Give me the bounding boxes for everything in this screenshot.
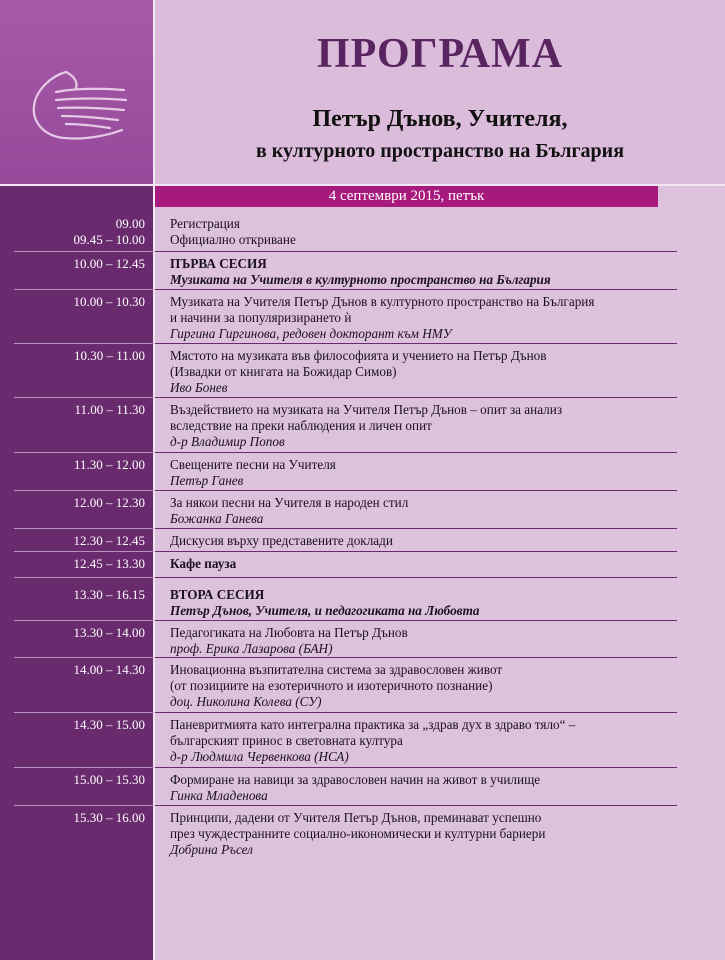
row-separator (155, 397, 677, 398)
schedule-time: 12.45 – 13.30 (73, 556, 145, 571)
schedule-text: За някои песни на Учителя в народен стил (170, 495, 409, 510)
time-separator (14, 251, 154, 252)
time-separator (14, 289, 154, 290)
schedule-time: 11.00 – 11.30 (74, 402, 145, 417)
row-separator (155, 712, 677, 713)
schedule-time: 12.30 – 12.45 (73, 533, 145, 548)
speaker-name: д-р Владимир Попов (170, 434, 285, 449)
schedule-content (170, 294, 690, 342)
schedule-content (170, 810, 690, 858)
schedule-time: 12.00 – 12.30 (73, 495, 145, 510)
schedule-text: Педагогиката на Любовта на Петър Дънов (170, 625, 408, 640)
schedule-content (170, 533, 690, 549)
schedule-time: 14.30 – 15.00 (73, 717, 145, 732)
time-separator (14, 452, 154, 453)
row-separator (155, 805, 677, 806)
time-separator (14, 657, 154, 658)
schedule-text: Принципи, дадени от Учителя Петър Дънов, преминават успешно (170, 810, 542, 825)
time-separator (14, 805, 154, 806)
schedule-content (170, 772, 690, 804)
schedule-time: 11.30 – 12.00 (73, 457, 145, 472)
speaker-name: доц. Николина Колева (СУ) (170, 694, 322, 709)
schedule-time: 13.30 – 16.15 (73, 587, 145, 602)
schedule-text: през чуждестранните социално-икономически и културни бариери (170, 826, 546, 841)
schedule-time: 15.30 – 16.00 (73, 810, 145, 825)
schedule-text: ПЪРВА СЕСИЯ (170, 256, 267, 271)
schedule-text: и начини за популяризирането ѝ (170, 310, 352, 325)
time-separator (14, 620, 154, 621)
row-separator (155, 528, 677, 529)
schedule-content (170, 348, 690, 396)
schedule-text: (от позициите на езотеричното и изотеричното познание) (170, 678, 493, 693)
schedule-time: 14.00 – 14.30 (73, 662, 145, 677)
row-separator (155, 343, 677, 344)
schedule-content (170, 457, 690, 489)
speaker-name: Петър Ганев (170, 473, 244, 488)
schedule-time: 10.30 – 11.00 (73, 348, 145, 363)
schedule-time: 09.45 – 10.00 (73, 232, 145, 247)
time-separator (14, 767, 154, 768)
date-banner: 4 септември 2015, петък (155, 186, 658, 207)
speaker-name: проф. Ерика Лазарова (БАН) (170, 641, 333, 656)
schedule-content (170, 717, 690, 765)
schedule-text: Мястото на музиката във философията и учението на Петър Дънов (170, 348, 547, 363)
page-title: ПРОГРАМА (316, 31, 564, 77)
schedule-text: Официално откриване (170, 232, 296, 247)
schedule-text: Дискусия върху представените доклади (170, 533, 393, 548)
speaker-name: Гинка Младенова (170, 788, 268, 803)
row-separator (155, 577, 677, 578)
time-separator (14, 343, 154, 344)
time-separator (14, 397, 154, 398)
schedule-content (170, 232, 690, 248)
schedule-content (170, 256, 690, 288)
schedule-time: 10.00 – 12.45 (73, 256, 145, 271)
schedule-text: Музиката на Учителя в културното пространство на България (170, 272, 551, 287)
schedule-text: Музиката на Учителя Петър Дънов в културното пространство на България (170, 294, 595, 309)
row-separator (155, 657, 677, 658)
time-separator (14, 551, 154, 552)
schedule-text: Свещените песни на Учителя (170, 457, 336, 472)
schedule-content (170, 556, 690, 572)
schedule-text: Въздействието на музиката на Учителя Петър Дънов – опит за анализ (170, 402, 563, 417)
speaker-name: Иво Бонев (170, 380, 228, 395)
schedule-text: Паневритмията като интегрална практика за „здрав дух в здраво тяло“ – (170, 717, 576, 732)
schedule-text: ВТОРА СЕСИЯ (170, 587, 265, 602)
row-separator (155, 551, 677, 552)
row-separator (155, 251, 677, 252)
row-separator (155, 767, 677, 768)
schedule-content (170, 625, 690, 657)
speaker-name: Гиргина Гиргинова, редовен докторант към НМУ (170, 326, 452, 341)
subtitle-line2: в културното пространство на България (255, 140, 625, 162)
time-separator (14, 577, 154, 578)
row-separator (155, 289, 677, 290)
schedule-content (170, 662, 690, 710)
time-separator (14, 490, 154, 491)
schedule-content (170, 495, 690, 527)
time-separator (14, 528, 154, 529)
schedule-text: вследствие на преки наблюдения и личен опит (170, 418, 432, 433)
schedule-text: Регистрация (170, 216, 240, 231)
schedule-content (170, 587, 690, 619)
speaker-name: д-р Людмила Червенкова (НСА) (170, 749, 349, 764)
schedule-text: Петър Дънов, Учителя, и педагогиката на Любовта (170, 603, 480, 618)
schedule-time: 15.00 – 15.30 (73, 772, 145, 787)
row-separator (155, 490, 677, 491)
schedule-text: Иновационна възпитателна система за здравословен живот (170, 662, 503, 677)
speaker-name: Божанка Ганева (170, 511, 264, 526)
subtitle-line1: Петър Дънов, Учителя, (312, 106, 568, 132)
schedule-time: 13.30 – 14.00 (73, 625, 145, 640)
row-separator (155, 620, 677, 621)
hand-logo-icon (26, 66, 130, 144)
speaker-name: Добрина Ръсел (170, 842, 253, 857)
schedule-text: (Извадки от книгата на Божидар Симов) (170, 364, 397, 379)
row-separator (155, 452, 677, 453)
schedule-content (170, 402, 690, 450)
schedule-content (170, 216, 690, 232)
schedule-time: 09.00 (115, 216, 145, 231)
schedule-text: Формиране на навици за здравословен начин на живот в училище (170, 772, 541, 787)
schedule-text: Кафе пауза (170, 556, 237, 571)
schedule-time: 10.00 – 10.30 (73, 294, 145, 309)
time-separator (14, 712, 154, 713)
schedule-text: българският принос в световната култура (170, 733, 403, 748)
